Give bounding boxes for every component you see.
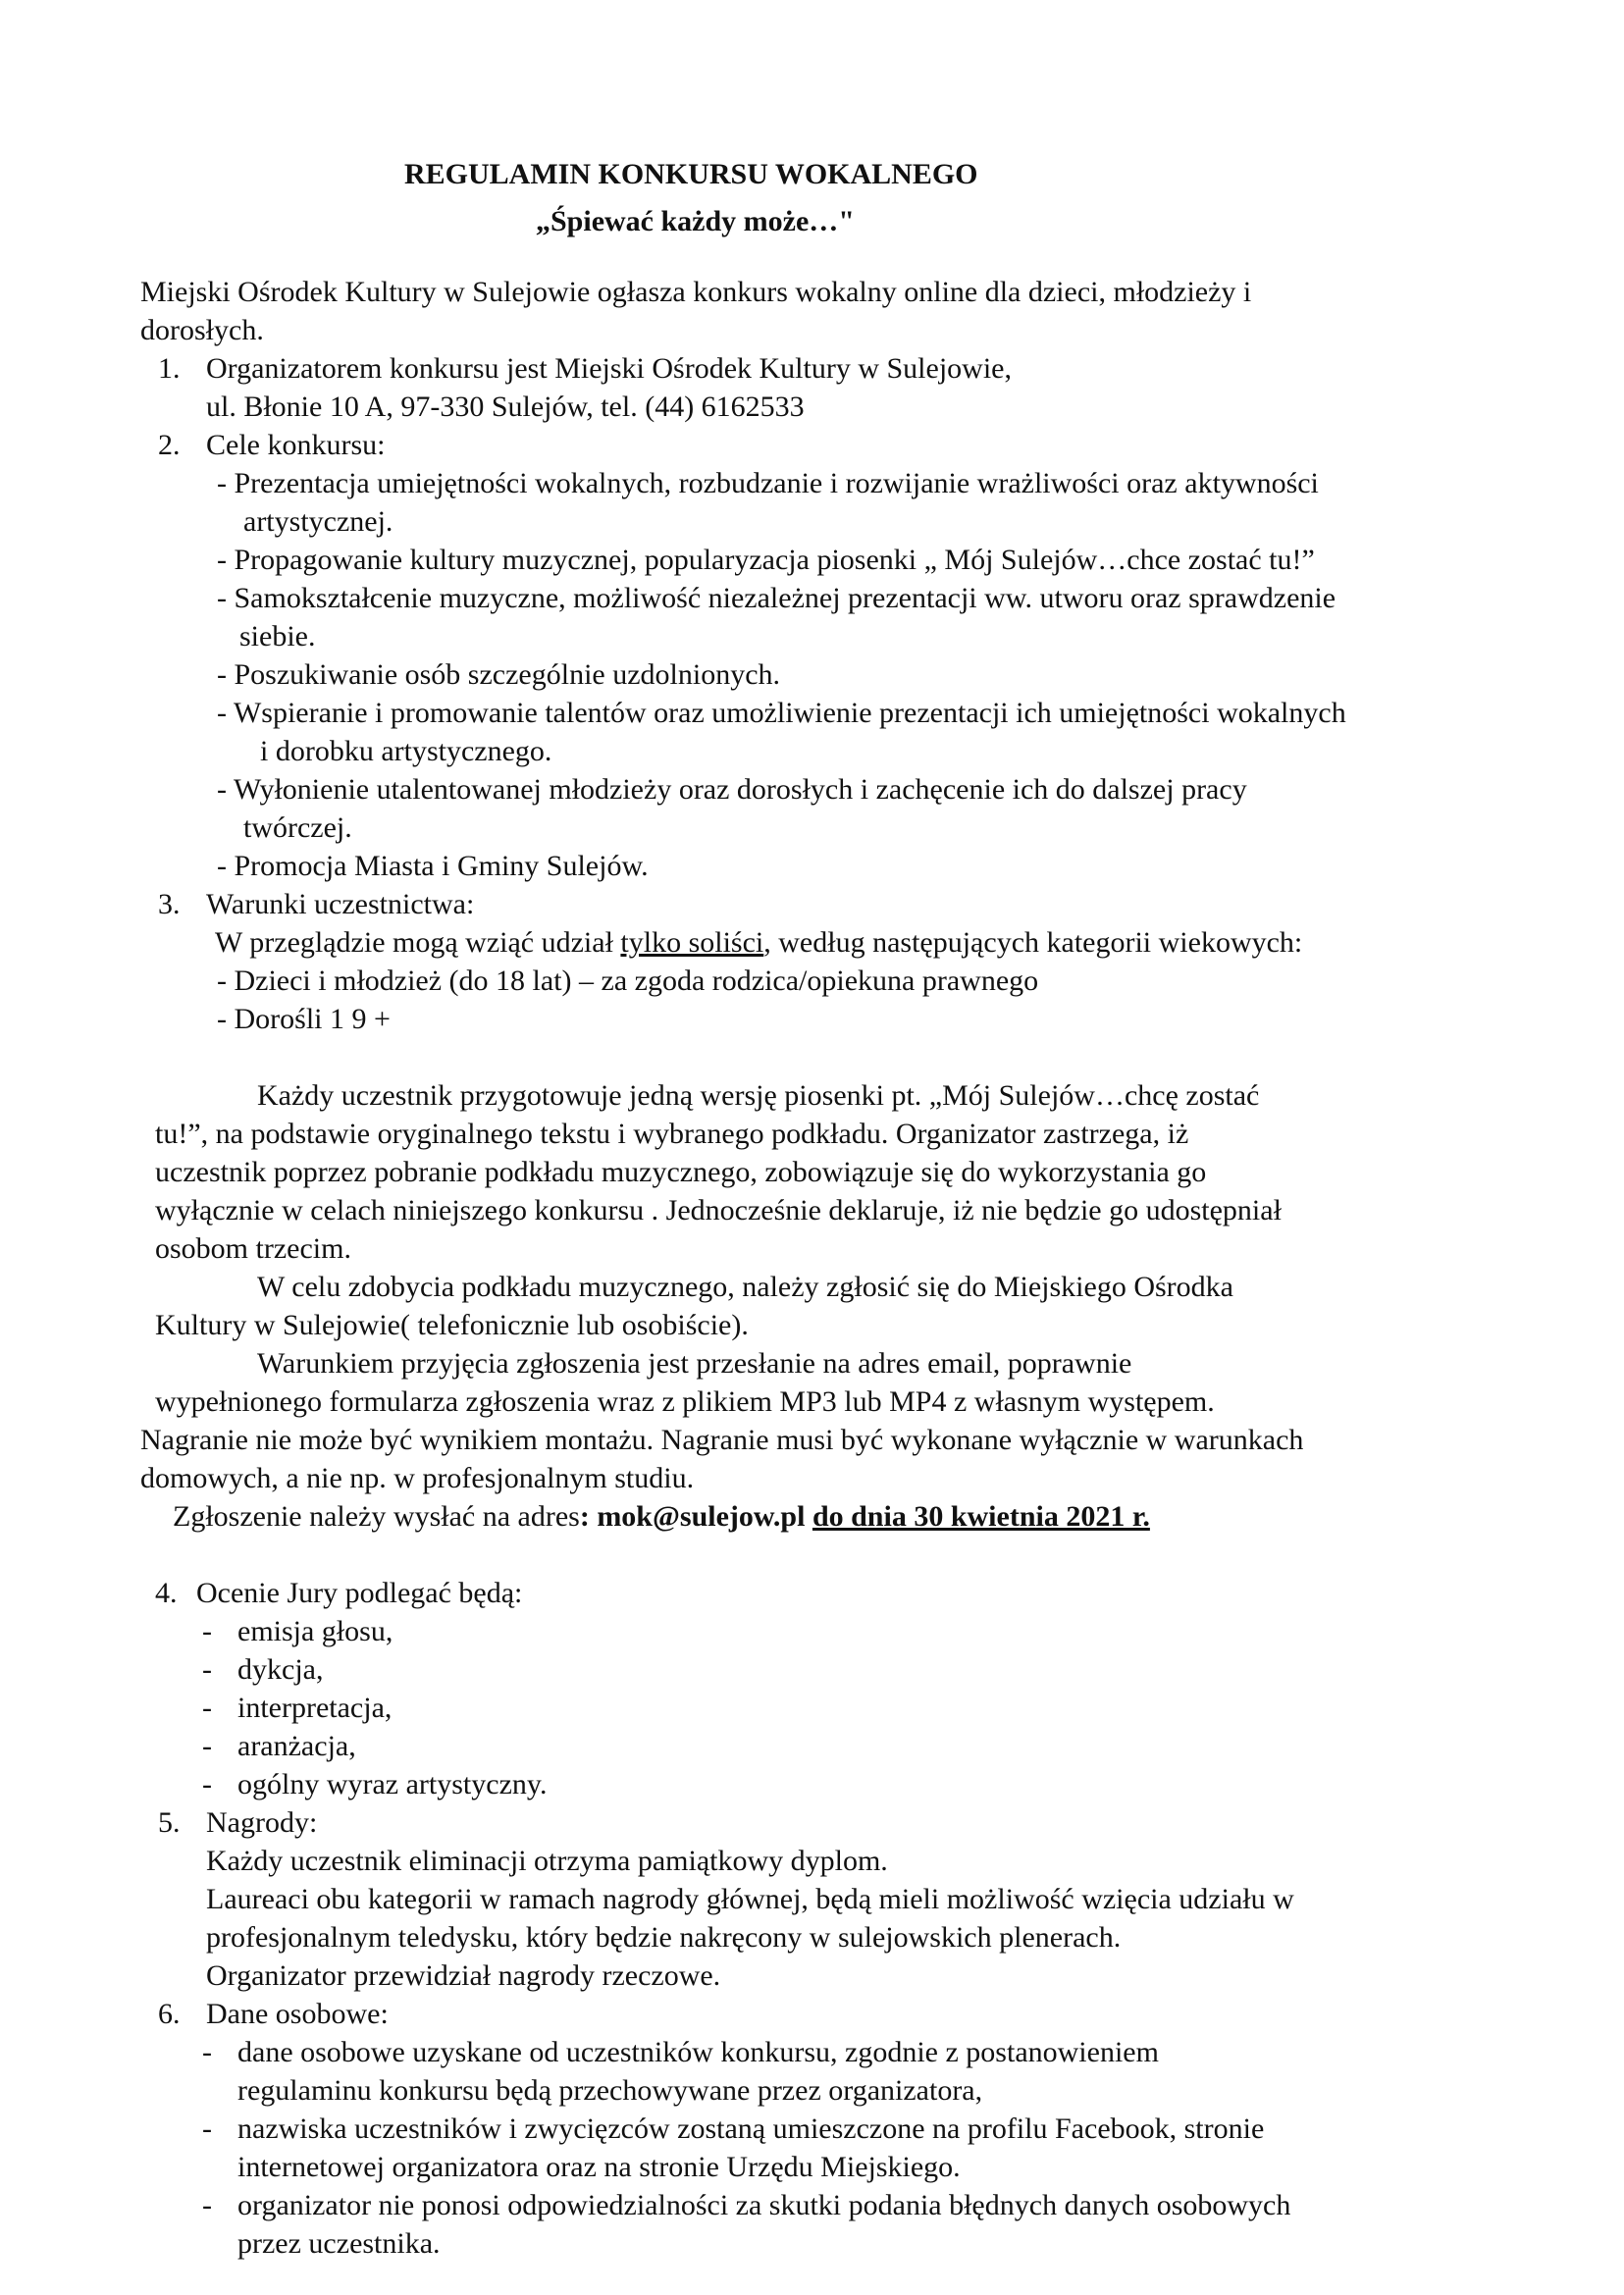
list-dash: - [202, 1768, 212, 1800]
rules-paragraph-line: uczestnik poprzez pobranie podkładu muzycznego, zobowiązuje się do wykorzystania go [155, 1156, 1207, 1188]
section-number: 1. [158, 352, 181, 385]
submission-line [173, 1499, 1150, 1535]
criterion-item: aranżacja, [237, 1730, 356, 1762]
section-3-heading: Warunki uczestnictwa: [206, 888, 475, 920]
rules-paragraph-line: domowych, a nie np. w profesjonalnym studiu. [140, 1462, 695, 1494]
goal-line: - Samokształcenie muzyczne, możliwość niezależnej prezentacji ww. utworu oraz sprawdzenie [217, 582, 1336, 614]
intro-line: dorosłych. [140, 314, 264, 346]
criterion-item: interpretacja, [237, 1692, 393, 1724]
section-1-line: Organizatorem konkursu jest Miejski Ośrodek Kultury w Sulejowie, [206, 352, 1012, 385]
document-title: REGULAMIN KONKURSU WOKALNEGO [404, 158, 978, 190]
data-clause-line: dane osobowe uzyskane od uczestników konkursu, zgodnie z postanowieniem [237, 2036, 1159, 2068]
submission-email: : mok@sulejow.pl [579, 1500, 806, 1533]
goal-line: - Propagowanie kultury muzycznej, popularyzacja piosenki „ Mój Sulejów…chce zostać tu!” [217, 544, 1315, 576]
rules-paragraph-line: W celu zdobycia podkładu muzycznego, należy zgłosić się do Miejskiego Ośrodka [257, 1271, 1233, 1303]
goal-line: - Wspieranie i promowanie talentów oraz umożliwienie prezentacji ich umiejętności wokalnych [217, 697, 1346, 729]
rules-paragraph-line: wypełnionego formularza zgłoszenia wraz z plikiem MP3 lub MP4 z własnym występem. [155, 1385, 1215, 1418]
data-clause-line: organizator nie ponosi odpowiedzialności za skutki podania błędnych danych osobowych [237, 2189, 1291, 2221]
goal-line: - Wyłonienie utalentowanej młodzieży oraz dorosłych i zachęcenie ich do dalszej pracy [217, 773, 1247, 806]
goal-line: artystycznej. [243, 505, 393, 538]
section-number: 5. [158, 1806, 181, 1839]
list-dash: - [202, 1615, 212, 1647]
goal-line: - Promocja Miasta i Gminy Sulejów. [217, 850, 649, 882]
rules-paragraph-line: osobom trzecim. [155, 1232, 351, 1265]
section-number: 2. [158, 429, 181, 461]
intro-line: Miejski Ośrodek Kultury w Sulejowie ogłasza konkurs wokalny online dla dzieci, młodzieży i [140, 276, 1252, 308]
eligibility-line [215, 925, 1302, 961]
section-number: 3. [158, 888, 181, 920]
data-clause-line: internetowej organizatora oraz na stronie Urzędu Miejskiego. [237, 2151, 961, 2183]
data-clause-line: przez uczestnika. [237, 2227, 441, 2260]
section-number: 4. [155, 1577, 178, 1609]
eligibility-text: W przeglądzie mogą wziąć udział [215, 926, 621, 959]
data-clause-line: nazwiska uczestników i zwycięzców zostaną umieszczone na profilu Facebook, stronie [237, 2112, 1265, 2145]
rules-paragraph-line: Warunkiem przyjęcia zgłoszenia jest przesłanie na adres email, poprawnie [257, 1347, 1132, 1380]
criterion-item: dykcja, [237, 1653, 324, 1686]
age-category: - Dzieci i młodzież (do 18 lat) – za zgoda rodzica/opiekuna prawnego [217, 965, 1039, 997]
goal-line: twórczej. [243, 811, 352, 844]
list-dash: - [202, 1730, 212, 1762]
goal-line: - Prezentacja umiejętności wokalnych, rozbudzanie i rozwijanie wrażliwości oraz aktywności [217, 467, 1319, 499]
list-dash: - [202, 1653, 212, 1686]
rules-paragraph-line: Kultury w Sulejowie( telefonicznie lub osobiście). [155, 1309, 749, 1341]
rules-paragraph-line: Każdy uczestnik przygotowuje jedną wersję piosenki pt. „Mój Sulejów…chcę zostać [257, 1079, 1260, 1112]
criterion-item: emisja głosu, [237, 1615, 393, 1647]
list-dash: - [202, 1692, 212, 1724]
prize-line: Organizator przewidział nagrody rzeczowe. [206, 1959, 721, 1992]
soloists-only-text: tylko soliści [620, 926, 764, 959]
list-dash: - [202, 2189, 212, 2221]
rules-paragraph-line: wyłącznie w celach niniejszego konkursu . Jednocześnie deklaruje, iż nie będzie go udostępniał [155, 1194, 1282, 1226]
prize-line: profesjonalnym teledysku, który będzie nakręcony w sulejowskich plenerach. [206, 1921, 1122, 1954]
section-5-heading: Nagrody: [206, 1806, 318, 1839]
submission-text: Zgłoszenie należy wysłać na adres [173, 1500, 580, 1533]
section-number: 6. [158, 1998, 181, 2030]
list-dash: - [202, 2112, 212, 2145]
rules-paragraph-line: tu!”, na podstawie oryginalnego tekstu i wybranego podkładu. Organizator zastrzega, iż [155, 1118, 1189, 1150]
section-4-heading: Ocenie Jury podlegać będą: [196, 1577, 523, 1609]
rules-paragraph-line: Nagranie nie może być wynikiem montażu. Nagranie musi być wykonane wyłącznie w warunkach [140, 1424, 1304, 1456]
goal-line: i dorobku artystycznego. [260, 735, 552, 767]
section-1-line: ul. Błonie 10 A, 97-330 Sulejów, tel. (44) 6162533 [206, 391, 805, 423]
section-6-heading: Dane osobowe: [206, 1998, 389, 2030]
age-category: - Dorośli 1 9 + [217, 1003, 391, 1035]
section-2-heading: Cele konkursu: [206, 429, 386, 461]
prize-line: Laureaci obu kategorii w ramach nagrody głównej, będą mieli możliwość wzięcia udziału w [206, 1883, 1294, 1915]
document-subtitle: „Śpiewać każdy może…" [536, 205, 855, 237]
criterion-item: ogólny wyraz artystyczny. [237, 1768, 548, 1800]
goal-line: siebie. [239, 620, 316, 652]
prize-line: Każdy uczestnik eliminacji otrzyma pamiątkowy dyplom. [206, 1845, 888, 1877]
list-dash: - [202, 2036, 212, 2068]
goal-line: - Poszukiwanie osób szczególnie uzdolnionych. [217, 658, 781, 691]
eligibility-text: , według następujących kategorii wiekowych: [763, 926, 1303, 959]
submission-deadline: do dnia 30 kwietnia 2021 r. [812, 1500, 1150, 1533]
data-clause-line: regulaminu konkursu będą przechowywane przez organizatora, [237, 2074, 983, 2107]
